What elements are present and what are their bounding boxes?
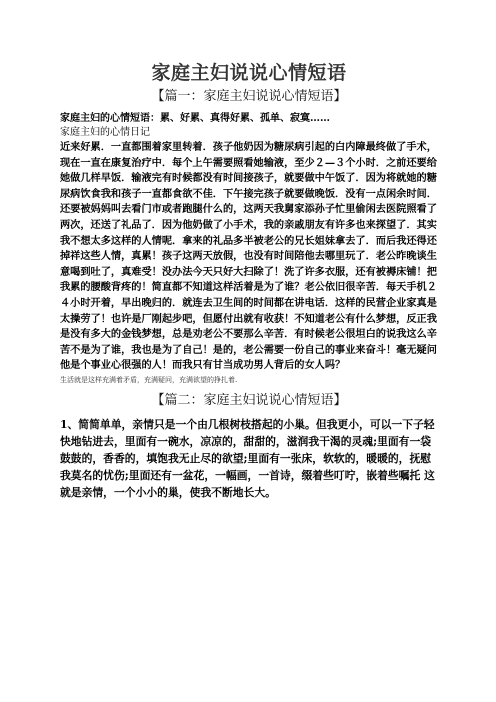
document-page bbox=[60, 60, 438, 501]
section2-heading: 【篇二：家庭主妇说说心情短语】 bbox=[151, 392, 347, 408]
section2-body: 1、简简单单，亲情只是一个由几根树枝搭起的小巢。但我更小，可以一下子轻快地钻进去，里面有一碗水，凉凉的，甜甜的，滋润我干渴的灵魂;里面有一袋鼓鼓的，香香的，填饱我无止尽的欲望;里面有一张床，软软的，暖暖的，抚慰我莫名的忧伤;里面还有一盆花，一幅画，一首诗，缀着些叮咛，嵌着些嘱托 这就是亲情，一个小小的巢，使我不断地长大。 bbox=[60, 417, 435, 499]
section1-lead: 家庭主妇的心情短语：累、好累、真得好累、孤单、寂寞…… bbox=[60, 113, 330, 124]
section1-subtitle: 家庭主妇的心情日记 bbox=[60, 127, 150, 138]
section1-heading: 【篇一：家庭主妇说说心情短语】 bbox=[151, 89, 347, 104]
section1-body: 近来好累．一直都围着家里转着．孩子他奶因为糖尿病引起的白内障最终做了手术，现在一直在康复治疗中．每个上午需要照看她输液，至少２—３个小时．之前还要给她做几样早饭．输液完有时候都没有时间接孩子，就要做中午饭了．因为将就她的糖尿病饮食我和孩子一直都食欲不佳．下午接完孩子就要做晚饭．没有一点闲余时间．还要被妈妈叫去看门市或者跑腿什么的，这两天我舅家添孙子忙里偷闲去医院照看了两次，还送了礼品了．因为他奶做了小手术，我的亲戚朋友有许多也来探望了．其实我不想太多这样的人情呢．拿来的礼品多半被老公的兄长姐妹拿去了．而后我还得还掉祥这些人情，真累！孩子这两天放假，也没有时间陪他去哪里玩了．老公昨晚谈生意喝到吐了，真难受！没办法今天只好大扫除了！洗了许多衣服，还有被褥床铺！把我累的腰酸背疼的！简直都不知道这样活着是为了谁？老公依旧很辛苦．每天手机２４小时开着，早出晚归的．就连去卫生间的时间都在讲电话．这样的民营企业家真是太操劳了！也许是厂刚起步吧，但愿付出就有收获！不知道老公有什么梦想，反正我是没有多大的金钱梦想，总是劝老公不要那么辛苦．有时候老公很坦白的说我这么辛苦不是为了谁，我也是为了自己！是的，老公需要一份自己的事业来奋斗！毫无疑问他是个事业心很强的人！而我只有甘当成功男人背后的女人吗？ bbox=[60, 141, 437, 372]
document-title: 家庭主妇说说心情短语 bbox=[151, 62, 347, 84]
section1-note: 生活就是这样充满着矛盾，充满疑问，充满欲望的挣扎着. bbox=[60, 375, 238, 384]
